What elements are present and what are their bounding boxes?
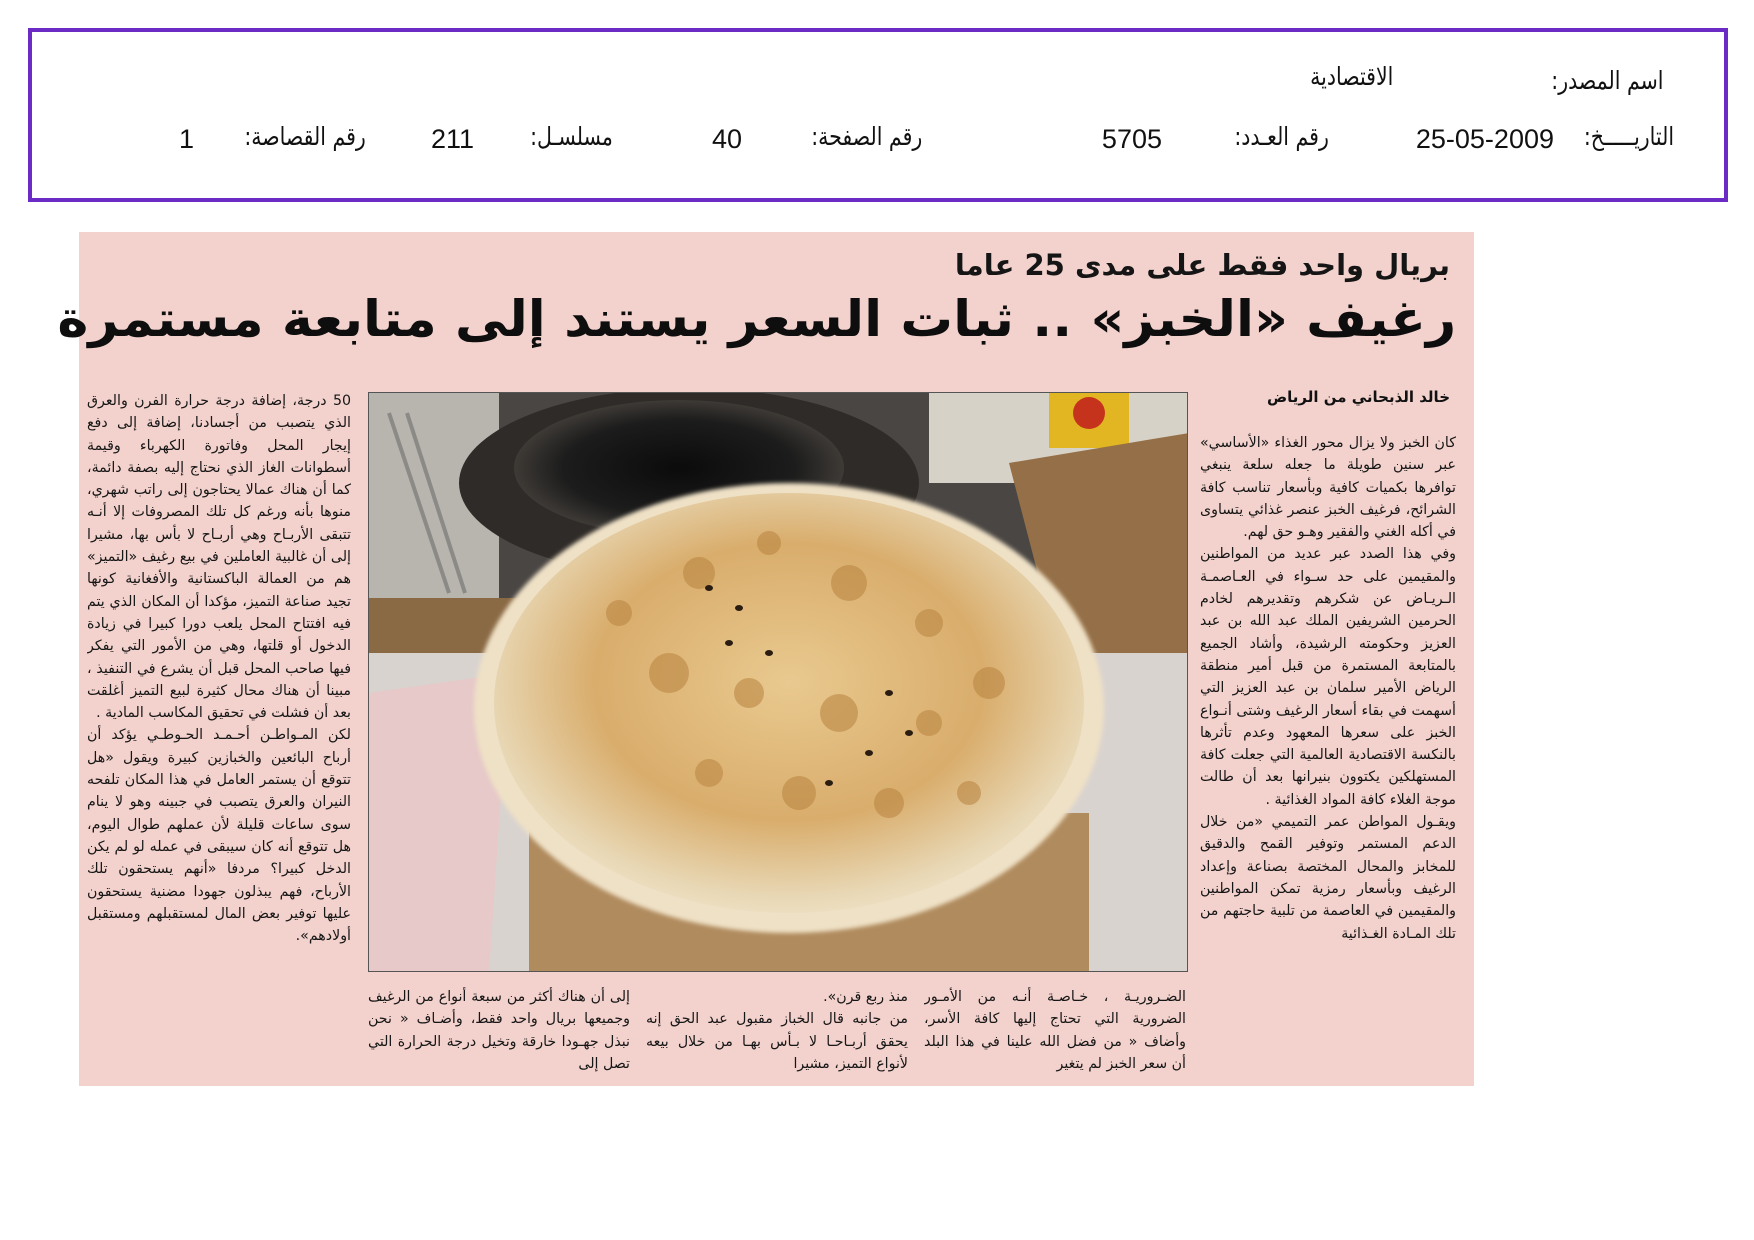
bread-photo	[368, 392, 1188, 972]
serial-label: مسلسـل:	[530, 122, 613, 151]
issue-value: 5705	[1101, 124, 1162, 154]
article-headline: رغيف «الخبز» .. ثبات السعر يستند إلى متابعة مستمرة	[57, 290, 1456, 348]
newspaper-clipping	[57, 232, 1474, 1086]
page-label: رقم الصفحة:	[810, 122, 922, 151]
article-kicker: بريال واحد فقط على مدى 25 عاما	[954, 248, 1450, 282]
source-label: اسم المصدر:	[1551, 66, 1664, 95]
article-column-left: 50 درجة، إضافة درجة حرارة الفرن والعرق الذي يتصبب من أجسادنا، إضافة إلى دفع إيجار المحل وفاتورة الكهرباء وقيمة أسطوانات الغاز الذي نحتاج إليه بصفة دائمة، كما أن هناك عمالا يحتاجون إلى راتب شهري، منوها بأنه ورغم كل تلك المصروفات إلا أنـه تتبقى الأربـاح وهي أربـاح لا بأس بها، مشيرا إلى أن غالبية العاملين في بيع رغيف «التميز» هم من العمالة الباكستانية والأفغانية كونها تجيد صناعة التميز، مؤكدا أن المكان الذي يتم فيه افتتاح المحل يلعب دورا كبيرا في زيادة الدخول أو قلتها، وهي من الأمور التي يفكر فيها صاحب المحل قبل أن يشرع في التنفيذ ، مبينا أن هناك محال كثيرة لبيع التميز أغلقت بعد أن فشلت في تحقيق المكاسب المادية . لكن المـواطـن أحـمـد الحـوطـي يؤكد أن أرباح البائعين والخبازين كبيرة ويقول «هل تتوقع أن يستمر العامل في هذا المكان تلفحه النيران والعرق يتصبب في جبينه وهو لا ينام سوى ساعات قليلة لأن عملهم طوال اليوم، هل تتوقع أنه كان سيبقى في عمله لو لم يكن الدخل كبيرا؟ مردفا «أنهم يستحقون تلك الأرباح، فهم يبذلون جهودا مضنية يستحقون عليها توفير بعض المال لمستقبلهم ومستقبل أولادهم».	[87, 393, 351, 945]
article-column-bottom-1: الضـروريـة ، خـاصـة أنـه من الأمـور الضرورية التي تحتاج إليها كافة الأسر، وأضاف « من فضل الله علينا في هذا البلد أن سعر الخبز لم يتغير	[924, 989, 1186, 1072]
clipping-metadata-box	[28, 28, 1728, 202]
issue-label: رقم العـدد:	[1234, 122, 1329, 151]
date-value: 25-05-2009	[1415, 124, 1554, 154]
clip-number-label: رقم القصاصة:	[244, 122, 366, 151]
serial-value: 211	[430, 124, 474, 154]
article-column-right: كان الخبز ولا يزال محور الغذاء «الأساسي» عبر سنين طويلة ما جعله سلعة ينبغي توافرها بكميات كافية وبأسعار تناسب كافة الشرائح، فرغيف الخبز عنصر غذائي يتساوى في أكله الغني والفقير وهـو حق لهم. وفي هذا الصدد عبر عديد من المواطنين والمقيمين على حد سـواء في العـاصمـة الـريـاض عن شكرهم وتقديرهم لخادم الحرمين الشريفين الملك عبد الله بن عبد العزيز وحكومته الرشيدة، وأشاد الجميع بالمتابعة المستمرة من قبل أمير منطقة الرياض الأمير سلمان بن عبد العزيز التي أسهمت في بقاء أسعار الرغيف وشتى أنـواع الخبز على سعرها المعهود وعدم تأثرها بالنكسة الاقتصادية العالمية التي جعلت كافة المستهلكين يكتوون بنيرانها بعد أن طالت موجة الغلاء كافة المواد الغذائية . ويقـول المواطن عمر التميمي «من خلال الدعم المستمر وتوفير القمح والدقيق للمخابز والمحال المختصة بصناعة وإعداد الرغيف وبأسعار رمزية تمكن المواطنين والمقيمين في العاصمة من تلبية حاجتهم من تلك المـادة الغـذائية	[1200, 435, 1456, 942]
tamis-bread-illustration	[369, 393, 1188, 972]
page-value: 40	[711, 124, 742, 154]
article-column-bottom-3: إلى أن هناك أكثر من سبعة أنواع من الرغيف وجميعها بريال واحد فقط، وأضـاف « نحن نبذل جهـودا خارقة وتخيل درجة الحرارة التي تصل إلى	[368, 989, 630, 1072]
source-value: الاقتصادية	[1309, 62, 1393, 91]
date-label: التاريـــــخ:	[1583, 122, 1675, 151]
article-column-bottom-2: منذ ربع قرن». من جانبه قال الخباز مقبول عبد الحق إنه يحقق أربـاحـا لا بـأس بهـا من خلال بيعه لأنواع التميز، مشيرا	[646, 989, 908, 1072]
clip-number-value: 1	[178, 124, 194, 154]
article-byline: خالد الذبحاني من الرياض	[1266, 388, 1450, 406]
